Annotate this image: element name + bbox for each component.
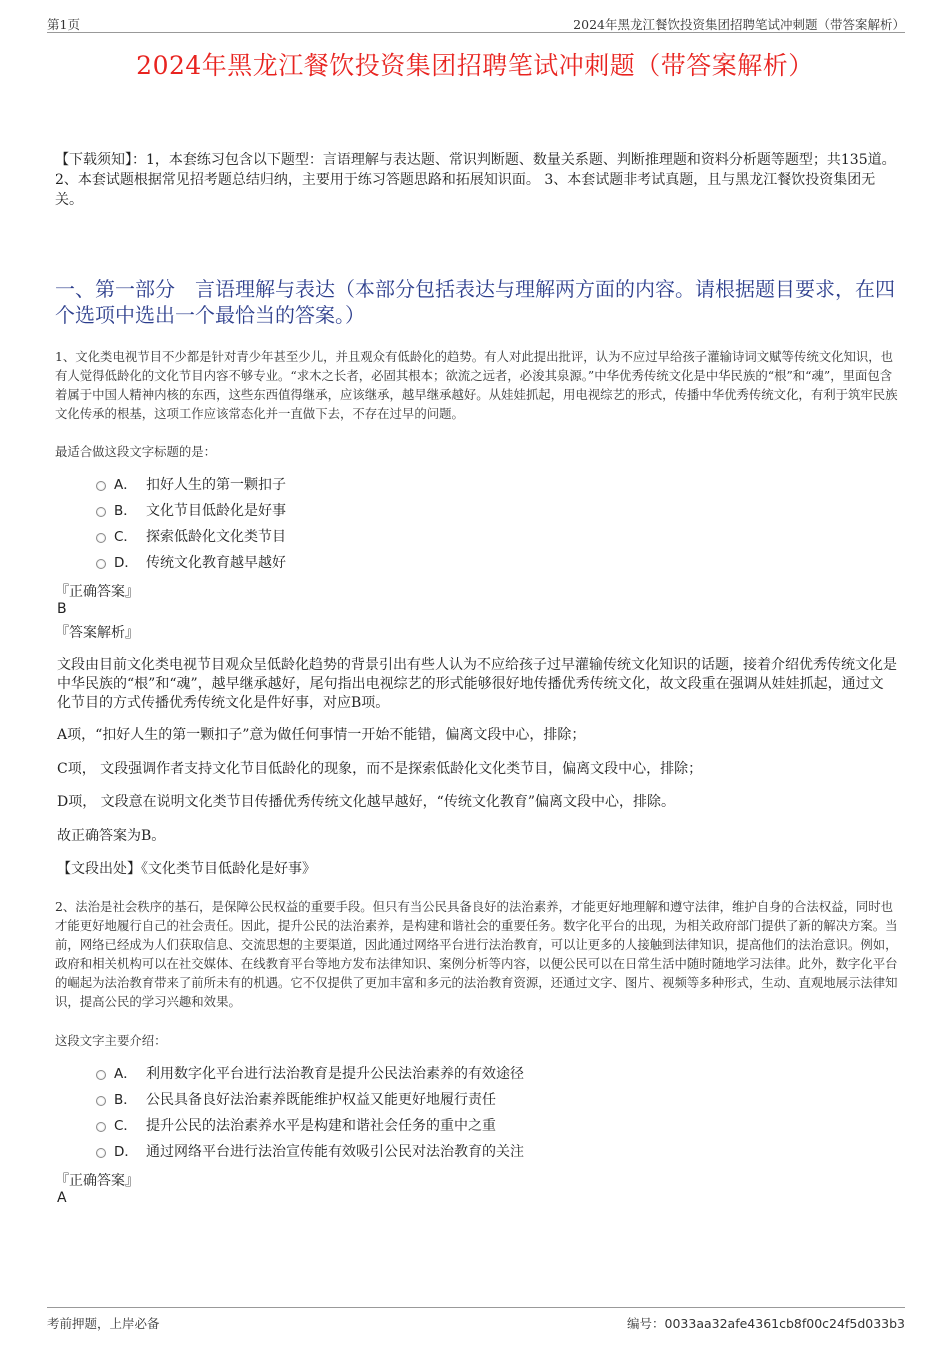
question-1-prompt: 最适合做这段文字标题的是：	[55, 444, 217, 459]
question-2-options	[96, 1061, 876, 1165]
option-letter: B．	[114, 1092, 137, 1108]
download-notice: 【下载须知】：1，本套练习包含以下题型：言语理解与表达题、常识判断题、数量关系题、判断推理题和资料分析题等题型；共135道。 2、本套试题根据常见招考题总结归纳，主要用于练习答题思路和拓展知识面。 3、本套试题非考试真题，且与黑龙江餐饮投资集团无关。	[55, 152, 896, 208]
document-id	[627, 1314, 905, 1332]
option-text: 公民具备良好法治素养既能维护权益又能更好地履行责任	[146, 1092, 496, 1108]
option-letter: D．	[114, 1144, 138, 1160]
option-text: 探索低龄化文化类节目	[146, 529, 286, 545]
analysis-option-d: D项， 文段意在说明文化类节目传播优秀传统文化越早越好，“传统文化教育”偏离文段中心，排除。	[57, 794, 675, 810]
question-1-options	[96, 472, 876, 576]
radio-button[interactable]	[96, 1122, 106, 1132]
question-2-prompt: 这段文字主要介绍：	[55, 1033, 167, 1048]
analysis-option-a: A项，“扣好人生的第一颗扣子”意为做任何事情一开始不能错，偏离文段中心，排除；	[57, 727, 586, 743]
section-heading: 一、第一部分 言语理解与表达（本部分包括表达与理解两方面的内容。请根据题目要求，在四个选项中选出一个最恰当的答案。）	[55, 277, 895, 327]
option-letter: D．	[114, 555, 138, 571]
page-header	[47, 14, 905, 33]
option-text: 利用数字化平台进行法治教育是提升公民法治素养的有效途径	[146, 1066, 524, 1082]
text-source: 【文段出处】《文化类节目低龄化是好事》	[57, 861, 316, 877]
correct-answer-label: 『正确答案』	[55, 1173, 139, 1189]
correct-answer: A	[57, 1190, 67, 1206]
option-a[interactable]	[96, 472, 876, 498]
document-id-code: 0033aa32afe4361cb8f00c24f5d033b3	[664, 1316, 905, 1331]
option-b[interactable]	[96, 498, 876, 524]
option-text: 文化节目低龄化是好事	[146, 503, 286, 519]
option-c[interactable]	[96, 524, 876, 550]
page-number: 第1页	[47, 17, 80, 32]
option-d[interactable]	[96, 1139, 876, 1165]
header-doc-title: 2024年黑龙江餐饮投资集团招聘笔试冲刺题（带答案解析）	[573, 17, 905, 32]
correct-answer: B	[57, 601, 67, 617]
radio-button[interactable]	[96, 481, 106, 491]
option-text: 提升公民的法治素养水平是构建和谐社会任务的重中之重	[146, 1118, 496, 1134]
option-d[interactable]	[96, 550, 876, 576]
radio-button[interactable]	[96, 1070, 106, 1080]
radio-button[interactable]	[96, 507, 106, 517]
option-text: 扣好人生的第一颗扣子	[146, 477, 286, 493]
option-letter: A．	[114, 1066, 137, 1082]
option-b[interactable]	[96, 1087, 876, 1113]
radio-button[interactable]	[96, 559, 106, 569]
option-text: 通过网络平台进行法治宣传能有效吸引公民对法治教育的关注	[146, 1144, 524, 1160]
correct-answer-label: 『正确答案』	[55, 584, 139, 600]
analysis-option-c: C项， 文段强调作者支持文化节目低龄化的现象，而不是探索低龄化文化类节目，偏离文段中心，排除；	[57, 761, 703, 777]
radio-button[interactable]	[96, 1096, 106, 1106]
option-letter: A．	[114, 477, 137, 493]
analysis-paragraph: 文段由目前文化类电视节目观众呈低龄化趋势的背景引出有些人认为不应给孩子过早灌输传统文化知识的话题，接着介绍优秀传统文化是中华民族的“根”和“魂”，越早继承越好，尾句指出电视综艺的形式能够很好地传播优秀传统文化，故文段重在强调从娃娃抓起，通过文化节目的方式传播优秀传统文化是件好事，对应B项。	[57, 657, 897, 711]
option-letter: B．	[114, 503, 137, 519]
page-footer	[47, 1307, 905, 1331]
analysis-conclusion: 故正确答案为B。	[57, 828, 166, 844]
option-letter: C．	[114, 529, 137, 545]
option-text: 传统文化教育越早越好	[146, 555, 286, 571]
page-title: 2024年黑龙江餐饮投资集团招聘笔试冲刺题（带答案解析）	[136, 51, 814, 80]
radio-button[interactable]	[96, 1148, 106, 1158]
document-id-label: 编号：	[627, 1316, 665, 1331]
footer-slogan: 考前押题，上岸必备	[47, 1316, 160, 1331]
analysis-label: 『答案解析』	[55, 625, 139, 641]
option-c[interactable]	[96, 1113, 876, 1139]
question-1-text: 1、文化类电视节目不少都是针对青少年甚至少儿，并且观众有低龄化的趋势。有人对此提出批评，认为不应过早给孩子灌输诗词文赋等传统文化知识，也有人觉得低龄化的文化节目内容不够专业。“求木之长者，必固其根本；欲流之远者，必浚其泉源。”中华优秀传统文化是中华民族的“根”和“魂”，里面包含着属于中国人精神内核的东西，这些东西值得继承，应该继承，越早继承越好。从娃娃抓起，用电视综艺的形式，传播中华优秀传统文化，有利于筑牢民族文化传承的根基，这项工作应该常态化并一直做下去，不存在过早的问题。	[55, 349, 898, 421]
option-letter: C．	[114, 1118, 137, 1134]
option-a[interactable]	[96, 1061, 876, 1087]
radio-button[interactable]	[96, 533, 106, 543]
question-2-text: 2、法治是社会秩序的基石，是保障公民权益的重要手段。但只有当公民具备良好的法治素养，才能更好地理解和遵守法律，维护自身的合法权益，同时也才能更好地履行自己的社会责任。因此，提升公民的法治素养，是构建和谐社会的重要任务。数字化平台的出现，为相关政府部门提供了新的解决方案。当前，网络已经成为人们获取信息、交流思想的主要渠道，因此通过网络平台进行法治教育，可以让更多的人接触到法律知识，提高他们的法治意识。例如，政府和相关机构可以在社交媒体、在线教育平台等地方发布法律知识、案例分析等内容，以便公民可以在日常生活中随时随地学习法律。此外，数字化平台的崛起为法治教育带来了前所未有的机遇。它不仅提供了更加丰富和多元的法治教育资源，还通过文字、图片、视频等多种形式，生动、直观地展示法律知识，提高公民的学习兴趣和效果。	[55, 899, 898, 1009]
